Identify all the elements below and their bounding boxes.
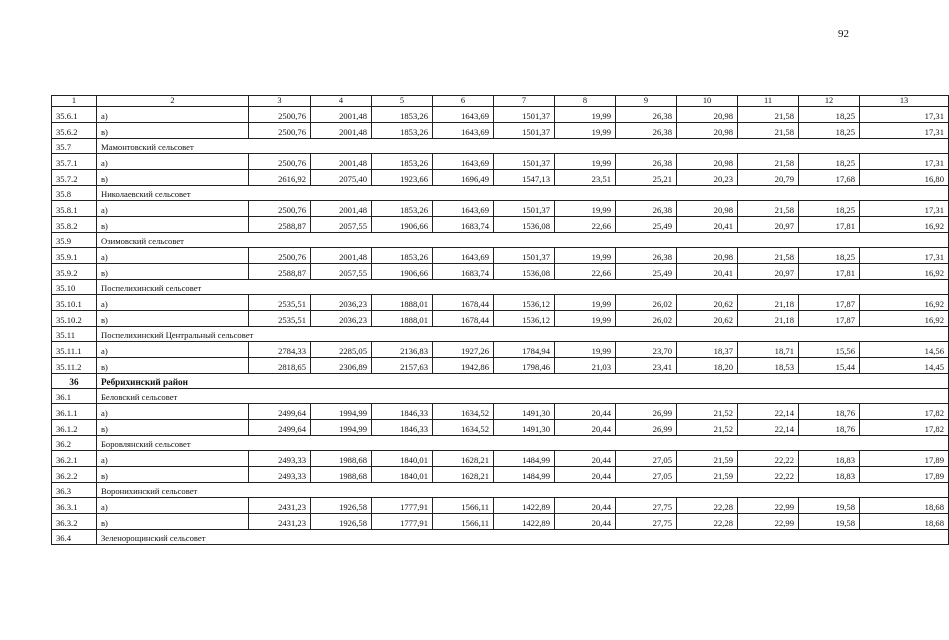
row-value: 16,92 [860,295,949,311]
row-code: 35.11.2 [52,358,97,374]
row-value: 20,62 [677,311,738,327]
row-label: в) [97,311,249,327]
table-row [52,295,949,311]
row-value: 25,21 [616,170,677,186]
row-value: 18,37 [677,342,738,358]
table-row [52,217,949,233]
row-value: 19,99 [555,154,616,170]
section-title: Беловский сельсовет [97,389,949,404]
table-row [52,264,949,280]
row-code: 35.10.2 [52,311,97,327]
row-value: 26,38 [616,201,677,217]
row-value: 21,18 [738,295,799,311]
row-value: 16,92 [860,311,949,327]
column-header: 10 [677,96,738,107]
row-value: 17,82 [860,420,949,436]
row-value: 26,99 [616,404,677,420]
row-value: 1840,01 [372,451,433,467]
row-value: 19,99 [555,248,616,264]
row-code: 35.7 [52,139,97,154]
section-row [52,186,949,201]
section-title: Озимовский сельсовет [97,233,949,248]
row-value: 1566,11 [433,514,494,530]
row-value: 2588,87 [249,264,311,280]
row-value: 1501,37 [494,248,555,264]
table-row [52,358,949,374]
row-value: 25,49 [616,264,677,280]
row-value: 19,99 [555,201,616,217]
row-value: 20,79 [738,170,799,186]
row-value: 21,58 [738,154,799,170]
row-value: 18,25 [799,107,860,123]
row-value: 26,99 [616,420,677,436]
row-value: 19,99 [555,295,616,311]
row-code: 35.10 [52,280,97,295]
row-value: 1906,66 [372,264,433,280]
section-row [52,233,949,248]
row-value: 21,52 [677,404,738,420]
row-value: 22,14 [738,404,799,420]
row-value: 1798,46 [494,358,555,374]
section-title: Зеленорощинский сельсовет [97,530,949,545]
row-value: 22,99 [738,514,799,530]
row-value: 1942,86 [433,358,494,374]
row-value: 21,03 [555,358,616,374]
row-value: 21,58 [738,201,799,217]
row-value: 2616,92 [249,170,311,186]
page-number: 92 [838,28,849,40]
row-value: 18,68 [860,514,949,530]
row-code: 35.6.1 [52,107,97,123]
row-value: 2499,64 [249,420,311,436]
row-value: 1643,69 [433,154,494,170]
row-label: в) [97,123,249,139]
row-code: 36 [52,374,97,389]
row-value: 1927,26 [433,342,494,358]
row-value: 18,25 [799,201,860,217]
row-value: 25,49 [616,217,677,233]
row-value: 26,02 [616,311,677,327]
row-value: 20,44 [555,514,616,530]
row-label: а) [97,107,249,123]
row-value: 22,14 [738,420,799,436]
row-value: 2588,87 [249,217,311,233]
row-value: 1547,13 [494,170,555,186]
row-label: в) [97,467,249,483]
section-title: Боровлянский сельсовет [97,436,949,451]
row-value: 19,99 [555,311,616,327]
column-header: 11 [738,96,799,107]
row-label: а) [97,248,249,264]
row-label: а) [97,342,249,358]
row-value: 1777,91 [372,514,433,530]
row-value: 2493,33 [249,467,311,483]
row-label: а) [97,154,249,170]
row-value: 1696,49 [433,170,494,186]
row-value: 1994,99 [311,420,372,436]
row-value: 1628,21 [433,451,494,467]
row-value: 2075,40 [311,170,372,186]
row-value: 20,23 [677,170,738,186]
column-header: 8 [555,96,616,107]
row-label: в) [97,170,249,186]
row-value: 1683,74 [433,217,494,233]
row-value: 1784,94 [494,342,555,358]
row-code: 36.1.1 [52,404,97,420]
row-value: 1888,01 [372,311,433,327]
row-value: 23,41 [616,358,677,374]
row-value: 18,83 [799,467,860,483]
row-label: а) [97,498,249,514]
row-label: в) [97,358,249,374]
column-header: 1 [52,96,97,107]
row-value: 26,38 [616,107,677,123]
row-code: 36.2 [52,436,97,451]
column-header: 9 [616,96,677,107]
row-value: 21,52 [677,420,738,436]
row-value: 1926,58 [311,514,372,530]
row-value: 17,31 [860,201,949,217]
row-value: 18,83 [799,451,860,467]
row-value: 1906,66 [372,217,433,233]
row-value: 19,99 [555,342,616,358]
row-value: 1536,12 [494,295,555,311]
row-value: 2057,55 [311,217,372,233]
row-label: а) [97,201,249,217]
row-value: 20,41 [677,217,738,233]
row-value: 22,66 [555,217,616,233]
row-value: 22,28 [677,498,738,514]
row-value: 1501,37 [494,107,555,123]
row-code: 36.3 [52,483,97,498]
row-value: 1683,74 [433,264,494,280]
row-code: 35.11 [52,327,97,342]
row-value: 21,58 [738,107,799,123]
row-value: 17,82 [860,404,949,420]
row-value: 1853,26 [372,154,433,170]
row-value: 21,18 [738,311,799,327]
row-value: 18,76 [799,404,860,420]
row-value: 23,51 [555,170,616,186]
row-value: 20,44 [555,451,616,467]
row-value: 1923,66 [372,170,433,186]
row-value: 1536,08 [494,217,555,233]
table-row [52,514,949,530]
row-value: 2500,76 [249,107,311,123]
section-row [52,530,949,545]
table-row [52,201,949,217]
row-value: 14,45 [860,358,949,374]
row-value: 2499,64 [249,404,311,420]
row-value: 18,76 [799,420,860,436]
row-value: 2001,48 [311,107,372,123]
row-label: в) [97,514,249,530]
row-value: 1853,26 [372,123,433,139]
section-row [52,327,949,342]
row-value: 1501,37 [494,201,555,217]
row-value: 19,58 [799,514,860,530]
column-header: 12 [799,96,860,107]
row-value: 1422,89 [494,514,555,530]
row-label: а) [97,295,249,311]
row-value: 2057,55 [311,264,372,280]
column-header: 5 [372,96,433,107]
row-value: 23,70 [616,342,677,358]
row-value: 1888,01 [372,295,433,311]
row-code: 35.9 [52,233,97,248]
row-value: 20,98 [677,107,738,123]
row-value: 17,87 [799,311,860,327]
section-row [52,280,949,295]
row-code: 35.11.1 [52,342,97,358]
row-value: 18,25 [799,123,860,139]
row-value: 20,98 [677,201,738,217]
section-row [52,436,949,451]
row-value: 1643,69 [433,123,494,139]
table-row [52,154,949,170]
row-value: 1536,08 [494,264,555,280]
section-row [52,483,949,498]
row-value: 1634,52 [433,420,494,436]
section-row [52,139,949,154]
row-value: 16,92 [860,264,949,280]
row-value: 27,05 [616,451,677,467]
table-row [52,107,949,123]
row-value: 22,28 [677,514,738,530]
row-value: 2001,48 [311,154,372,170]
row-value: 17,31 [860,154,949,170]
row-value: 2500,76 [249,123,311,139]
row-code: 35.8.2 [52,217,97,233]
row-code: 36.1 [52,389,97,404]
row-value: 2535,51 [249,295,311,311]
row-value: 1840,01 [372,467,433,483]
row-value: 1501,37 [494,154,555,170]
table-row [52,467,949,483]
row-value: 17,31 [860,248,949,264]
row-value: 18,68 [860,498,949,514]
row-value: 18,71 [738,342,799,358]
row-value: 2001,48 [311,248,372,264]
row-value: 22,99 [738,498,799,514]
row-value: 1994,99 [311,404,372,420]
table-row [52,248,949,264]
row-value: 26,38 [616,154,677,170]
row-value: 20,98 [677,123,738,139]
row-code: 35.9.2 [52,264,97,280]
row-value: 1422,89 [494,498,555,514]
row-value: 20,44 [555,467,616,483]
row-value: 17,89 [860,451,949,467]
row-code: 35.7.1 [52,154,97,170]
row-value: 27,75 [616,514,677,530]
row-value: 2036,23 [311,295,372,311]
row-value: 21,58 [738,248,799,264]
row-value: 2157,63 [372,358,433,374]
table-row [52,420,949,436]
row-value: 20,62 [677,295,738,311]
row-value: 22,22 [738,467,799,483]
row-value: 2500,76 [249,201,311,217]
row-label: в) [97,217,249,233]
section-row [52,389,949,404]
row-value: 19,99 [555,107,616,123]
row-value: 1501,37 [494,123,555,139]
row-label: а) [97,404,249,420]
row-value: 19,58 [799,498,860,514]
section-title: Поспелихинский Центральный сельсовет [97,327,949,342]
row-value: 20,44 [555,404,616,420]
row-value: 2818,65 [249,358,311,374]
row-value: 17,31 [860,107,949,123]
row-value: 1634,52 [433,404,494,420]
row-value: 1566,11 [433,498,494,514]
row-code: 35.6.2 [52,123,97,139]
row-value: 2431,23 [249,514,311,530]
row-value: 21,58 [738,123,799,139]
row-value: 20,97 [738,217,799,233]
row-value: 2001,48 [311,123,372,139]
row-value: 1491,30 [494,420,555,436]
row-value: 27,05 [616,467,677,483]
column-header: 13 [860,96,949,107]
table-row [52,342,949,358]
row-value: 17,31 [860,123,949,139]
row-value: 2001,48 [311,201,372,217]
column-header: 2 [97,96,249,107]
row-value: 1484,99 [494,467,555,483]
row-value: 15,44 [799,358,860,374]
row-code: 35.7.2 [52,170,97,186]
row-code: 36.2.1 [52,451,97,467]
table-row [52,451,949,467]
district-title: Ребрихинский район [97,374,949,389]
table-row [52,123,949,139]
row-value: 14,56 [860,342,949,358]
row-code: 35.10.1 [52,295,97,311]
row-value: 1988,68 [311,451,372,467]
row-value: 17,89 [860,467,949,483]
row-value: 26,38 [616,123,677,139]
row-value: 1926,58 [311,498,372,514]
row-code: 36.1.2 [52,420,97,436]
row-value: 21,59 [677,451,738,467]
row-value: 1846,33 [372,420,433,436]
row-code: 35.8.1 [52,201,97,217]
row-value: 26,02 [616,295,677,311]
row-value: 2431,23 [249,498,311,514]
row-value: 17,81 [799,264,860,280]
row-value: 17,81 [799,217,860,233]
row-value: 1643,69 [433,107,494,123]
row-value: 1491,30 [494,404,555,420]
row-value: 17,68 [799,170,860,186]
row-code: 36.4 [52,530,97,545]
row-value: 2500,76 [249,154,311,170]
row-value: 18,25 [799,248,860,264]
row-value: 22,22 [738,451,799,467]
row-value: 1643,69 [433,201,494,217]
table-row [52,498,949,514]
row-label: а) [97,451,249,467]
table-row [52,404,949,420]
column-header: 7 [494,96,555,107]
column-header: 3 [249,96,311,107]
column-header: 4 [311,96,372,107]
section-title: Мамонтовский сельсовет [97,139,949,154]
row-value: 2493,33 [249,451,311,467]
row-value: 16,80 [860,170,949,186]
row-value: 2500,76 [249,248,311,264]
row-value: 2136,83 [372,342,433,358]
row-value: 1484,99 [494,451,555,467]
table-body [52,96,949,545]
section-title: Воронихинский сельсовет [97,483,949,498]
table-row [52,311,949,327]
row-value: 1536,12 [494,311,555,327]
row-value: 1678,44 [433,311,494,327]
row-value: 20,41 [677,264,738,280]
section-title: Поспелихинский сельсовет [97,280,949,295]
row-value: 17,87 [799,295,860,311]
row-value: 1853,26 [372,248,433,264]
row-value: 1853,26 [372,201,433,217]
row-value: 1678,44 [433,295,494,311]
row-value: 2306,89 [311,358,372,374]
row-value: 2784,33 [249,342,311,358]
row-value: 20,44 [555,498,616,514]
row-code: 36.3.2 [52,514,97,530]
table-row [52,170,949,186]
row-value: 2535,51 [249,311,311,327]
header-row [52,96,949,107]
row-label: в) [97,420,249,436]
row-value: 2036,23 [311,311,372,327]
row-value: 18,20 [677,358,738,374]
row-value: 27,75 [616,498,677,514]
row-value: 2285,05 [311,342,372,358]
tariff-table [51,95,949,545]
row-value: 22,66 [555,264,616,280]
row-label: в) [97,264,249,280]
row-value: 26,38 [616,248,677,264]
row-value: 1853,26 [372,107,433,123]
district-row [52,374,949,389]
row-value: 1628,21 [433,467,494,483]
row-value: 20,98 [677,154,738,170]
column-header: 6 [433,96,494,107]
row-code: 36.3.1 [52,498,97,514]
row-code: 36.2.2 [52,467,97,483]
row-code: 35.8 [52,186,97,201]
row-value: 16,92 [860,217,949,233]
row-value: 18,53 [738,358,799,374]
row-code: 35.9.1 [52,248,97,264]
row-value: 1846,33 [372,404,433,420]
row-value: 18,25 [799,154,860,170]
row-value: 1777,91 [372,498,433,514]
row-value: 20,98 [677,248,738,264]
row-value: 20,44 [555,420,616,436]
section-title: Николаевский сельсовет [97,186,949,201]
row-value: 21,59 [677,467,738,483]
row-value: 1988,68 [311,467,372,483]
row-value: 1643,69 [433,248,494,264]
row-value: 20,97 [738,264,799,280]
row-value: 19,99 [555,123,616,139]
row-value: 15,56 [799,342,860,358]
